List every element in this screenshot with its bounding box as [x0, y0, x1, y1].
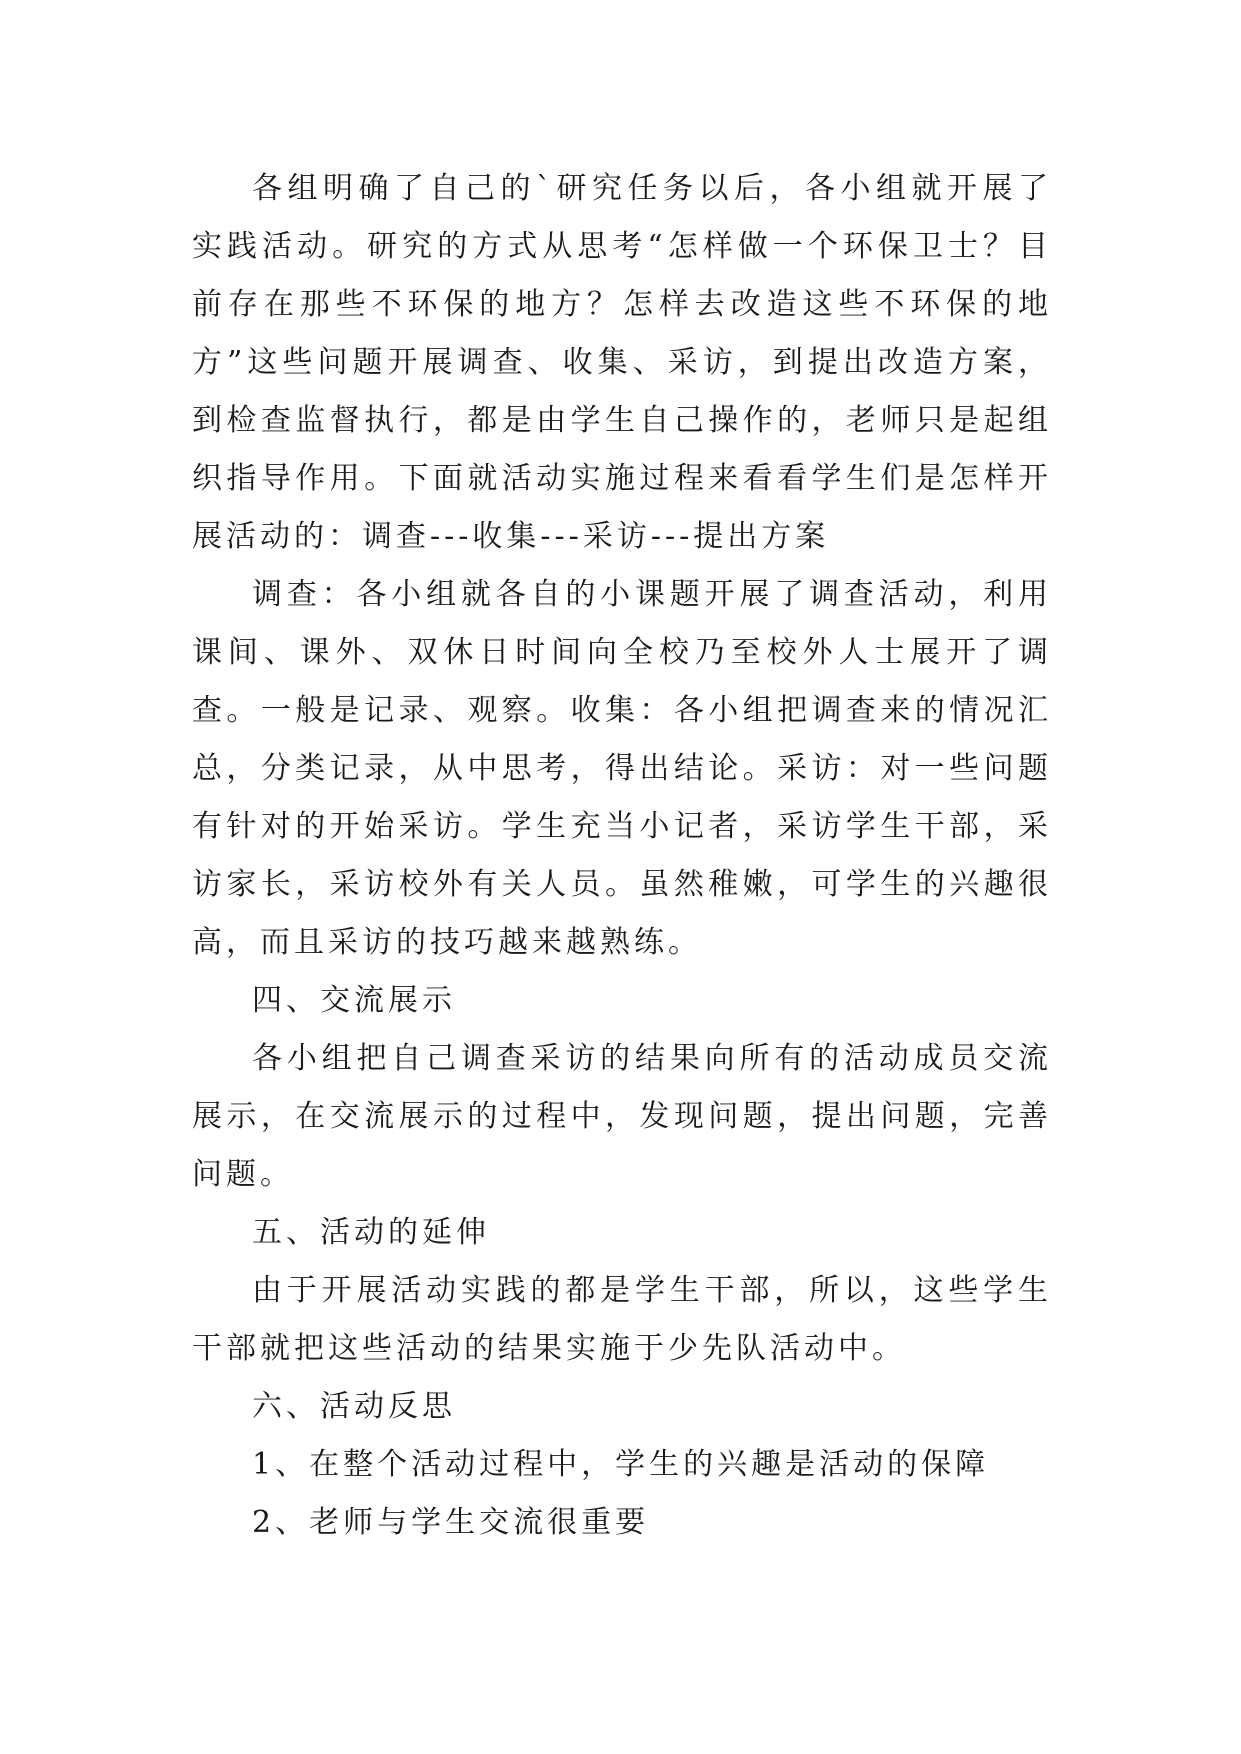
paragraph-exchange: 各小组把自己调查采访的结果向所有的活动成员交流展示，在交流展示的过程中，发现问题，提出问题，完善问题。 — [192, 1041, 1052, 1192]
reflection-item-1: 1、在整个活动过程中，学生的兴趣是活动的保障 — [252, 1447, 990, 1482]
paragraph-extension: 由于开展活动实践的都是学生干部，所以，这些学生干部就把这些活动的结果实施于少先队活动中。 — [192, 1273, 1052, 1366]
document-body — [192, 160, 1052, 1552]
section-heading-reflection: 六、活动反思 — [252, 1389, 456, 1424]
reflection-item-2: 2、老师与学生交流很重要 — [252, 1505, 650, 1540]
section-heading-extension: 五、活动的延伸 — [252, 1215, 490, 1250]
paragraph-research-tasks: 各组明确了自己的`研究任务以后，各小组就开展了实践活动。研究的方式从思考“怎样做一个环保卫士？目前存在那些不环保的地方？怎样去改造这些不环保的地方”这些问题开展调查、收集、采访，到提出改造方案，到检查监督执行，都是由学生自己操作的，老师只是起组织指导作用。下面就活动实施过程来看看学生们是怎样开展活动的：调查---收集---采访---提出方案 — [192, 171, 1052, 554]
section-heading-exchange: 四、交流展示 — [252, 983, 456, 1018]
paragraph-investigation: 调查：各小组就各自的小课题开展了调查活动，利用课间、课外、双休日时间向全校乃至校外人士展开了调查。一般是记录、观察。收集：各小组把调查来的情况汇总，分类记录，从中思考，得出结论。采访：对一些问题有针对的开始采访。学生充当小记者，采访学生干部，采访家长，采访校外有关人员。虽然稚嫩，可学生的兴趣很高，而且采访的技巧越来越熟练。 — [192, 577, 1052, 960]
